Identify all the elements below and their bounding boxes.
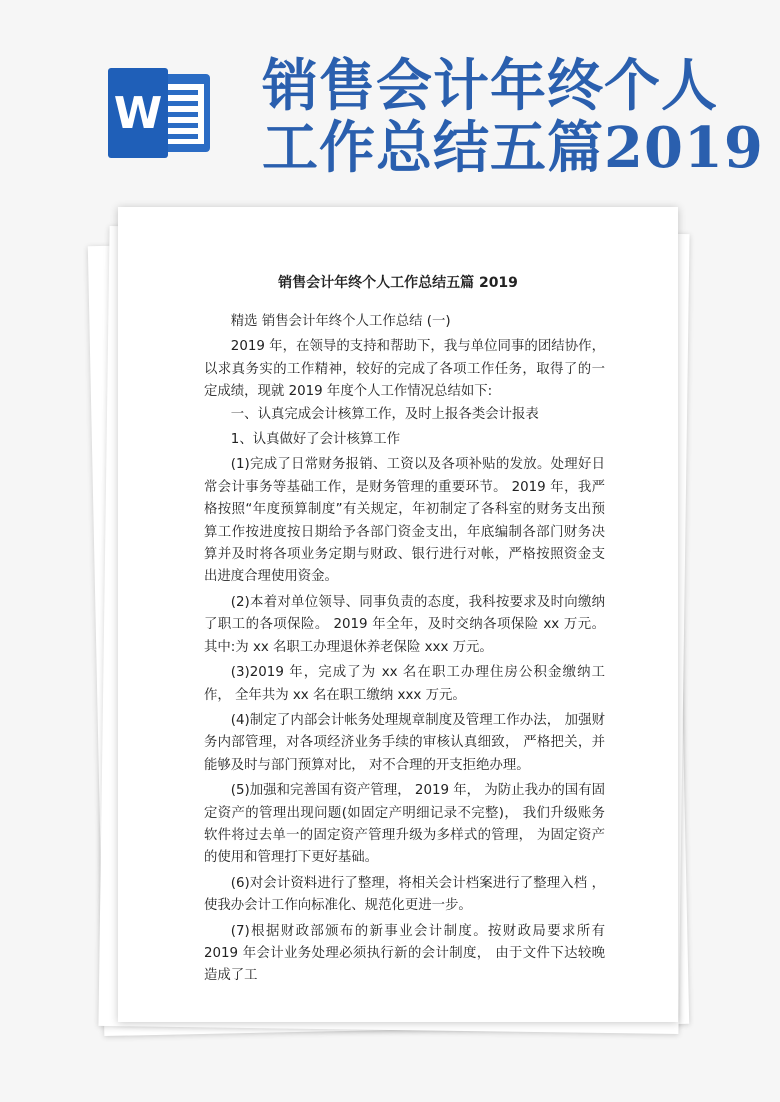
document-body bbox=[204, 311, 605, 988]
page-title-line-1: 销售会计年终个人 bbox=[262, 53, 718, 119]
page-header bbox=[0, 0, 780, 195]
page-title-line-2: 工作总结五篇2019 bbox=[262, 115, 764, 181]
paragraph: 1、认真做好了会计核算工作 bbox=[230, 432, 401, 448]
paragraph: (3)2019 年，完成了为 xx 名在职工办理住房公积金缴纳工作， 全年共为 xx 名在职工缴纳 xxx 万元。 bbox=[204, 665, 605, 703]
paragraph: (2)本着对单位领导、同事负责的态度，我科按要求及时向缴纳了职工的各项保险。 2019 年全年，及时交纳各项保险 xx 万元。其中:为 xx 名职工办理退休养老保险 xxx 万元。 bbox=[204, 594, 605, 655]
document-page bbox=[118, 207, 678, 1022]
paragraph: (4)制定了内部会计帐务处理规章制度及管理工作办法， 加强财务内部管理，对各项经济业务手续的审核认真细致， 严格把关，并能够及时与部门预算对比， 对不合理的开支拒绝办理。 bbox=[204, 712, 605, 773]
svg-text:W: W bbox=[113, 88, 163, 139]
word-doc-icon bbox=[108, 68, 212, 158]
paragraph: 精选 销售会计年终个人工作总结 (一) bbox=[230, 314, 451, 329]
paragraph: (1)完成了日常财务报销、工资以及各项补贴的发放。处理好日常会计事务等基础工作，是财务管理的重要环节。 2019 年，我严格按照“年度预算制度”有关规定，年初制定了各科室的财务支出预算工作按进度按日期给予各部门资金支出，年底编制各部门财务决算并及时将各项业务定期与财政、银行进行对帐，严格按照资金支出进度合理使用资金。 bbox=[204, 457, 605, 585]
paragraph: 一、认真完成会计核算工作，及时上报各类会计报表 bbox=[230, 406, 539, 422]
paragraph: (6)对会计资料进行了整理，将相关会计档案进行了整理入档 ，使我办会计工作向标准化、规范化更进一步。 bbox=[204, 875, 605, 914]
paragraph: 2019 年，在领导的支持和帮助下，我与单位同事的团结协作，以求真务实的工作精神，较好的完成了各项工作任务，取得了的一定成绩，现就 2019 年度个人工作情况总结如下: bbox=[204, 339, 605, 400]
paragraph: (7)根据财政部颁布的新事业会计制度。按财政局要求所有 2019 年会计业务处理必须执行新的会计制度， 由于文件下达较晚造成了工 bbox=[204, 923, 605, 984]
document-title: 销售会计年终个人工作总结五篇 2019 bbox=[278, 275, 518, 291]
paragraph: (5)加强和完善国有资产管理， 2019 年， 为防止我办的国有固定资产的管理出现问题(如固定产明细记录不完整)， 我们升级账务软件将过去单一的固定资产管理升级为多样式的管理， 为固定资产的使用和管理打下更好基础。 bbox=[204, 783, 605, 866]
